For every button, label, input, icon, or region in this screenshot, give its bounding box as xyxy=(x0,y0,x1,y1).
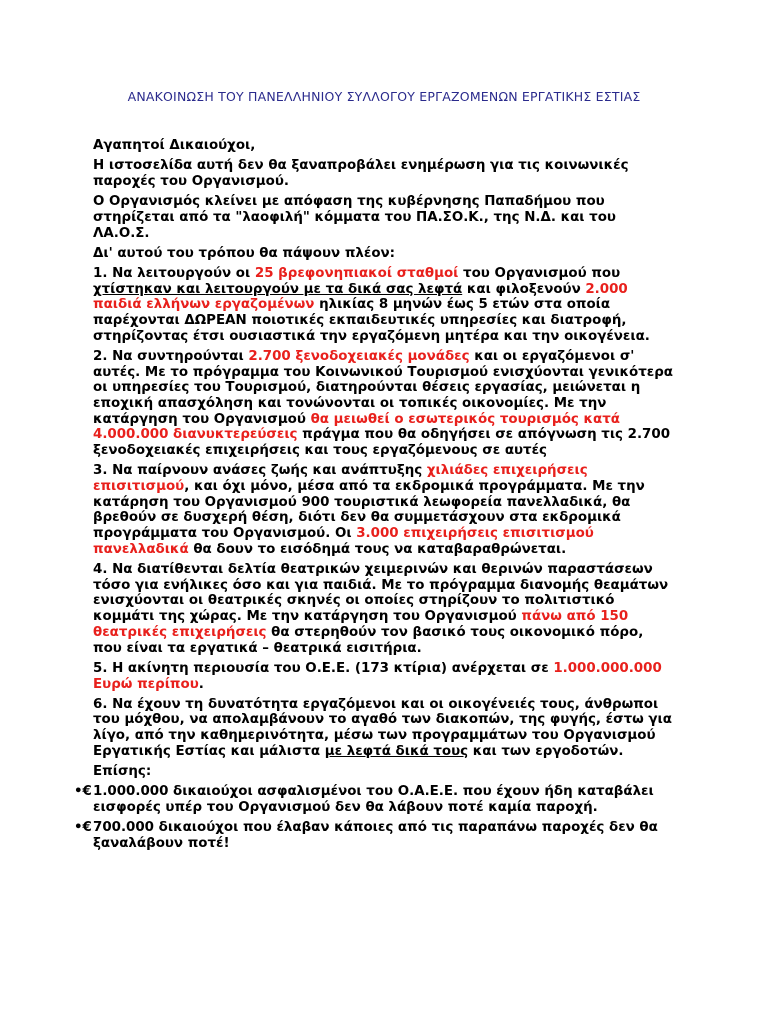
item-3 xyxy=(93,463,673,557)
item-4-text: 4. Να διατίθενται δελτία θεατρικών χειμερινών και θερινών παραστάσεων τόσο για ενήλικες όσο και για παιδιά. Με το πρόγραμμα διανομής θεαμάτων ενισχύονται οι θεατρικές σκηνές οι οποίες στηρίζουν το πολιτιστικό κομμάτι της χώρας. Με την κατάργηση του Οργανισμού xyxy=(93,562,669,625)
item-3-highlight-catering-businesses: 3.000 επιχειρήσεις επισιτισμού πανελλαδικά xyxy=(93,526,594,557)
item-1-text: ηλικίας 8 μηνών έως 5 ετών στα οποία παρέχονται ΔΩΡΕΑΝ ποιοτικές εκπαιδευτικές υπηρεσίες και διατροφή, στηρίζοντας έτσι ουσιαστικά την εργαζόμενη μητέρα και την οικογένεια. xyxy=(93,297,650,344)
bullet-text: 700.000 δικαιούχοι που έλαβαν κάποιες από τις παραπάνω παροχές δεν θα ξαναλάβουν ποτέ! xyxy=(93,820,658,851)
item-2-highlight-hotels: 2.700 ξενοδοχειακές μονάδες xyxy=(248,348,470,364)
greeting: Αγαπητοί Δικαιούχοι, xyxy=(93,138,256,153)
bullet-icon: •€ xyxy=(74,820,92,836)
item-1-text: 1. Να λειτουργούν οι xyxy=(93,265,255,281)
item-4-highlight-theaters: πάνω από 150 θεατρικές επιχειρήσεις xyxy=(93,609,629,640)
item-1-underlined: χτίστηκαν και λειτουργούν με τα δικά σας λεφτά xyxy=(93,281,463,297)
item-1-highlight-children: 2.000 παιδιά ελλήνων εργαζομένων xyxy=(93,281,628,313)
announcement-body xyxy=(74,138,674,856)
bullet-text: 1.000.000 δικαιούχοι ασφαλισμένοι του Ο.Α.Ε.Ε. που έχουν ήδη καταβάλει εισφορές υπέρ του Οργανισμού δεν θα λάβουν ποτέ καμία παροχή. xyxy=(93,784,654,815)
also-heading: Επίσης: xyxy=(93,764,152,780)
item-5-text: . xyxy=(198,676,204,692)
item-6 xyxy=(93,697,673,760)
page-title: ΑΝΑΚΟΙΝΩΣΗ ΤΟΥ ΠΑΝΕΛΛΗΝΙΟΥ ΣΥΛΛΟΓΟΥ ΕΡΓΑΖΟΜΕΝΩΝ ΕΡΓΑΤΙΚΗΣ ΕΣΤΙΑΣ xyxy=(127,89,641,104)
item-3-text: , και όχι μόνο, μέσα από τα εκδρομικά προγράμματα. Με την κατάρηση του Οργανισμού 900 τουριστικά λεωφορεία πανελλαδικά, θα βρεθούν σε δυσχερή θέση, διότι δεν θα συμμετάσχουν στα εκδρομικά προγράμματα του Οργανισμού. Οι xyxy=(93,479,645,542)
item-4 xyxy=(93,562,673,656)
item-1-text: του Οργανισμού που xyxy=(458,265,621,281)
lead-paragraph: Δι' αυτού του τρόπου θα πάψουν πλέον: xyxy=(93,245,396,261)
item-2-highlight-tourism: θα μειωθεί ο εσωτερικός τουρισμός κατά 4.000.000 διανυκτερεύσεις xyxy=(93,411,620,443)
item-2-text: 2. Να συντηρούνται xyxy=(93,348,249,364)
item-2 xyxy=(93,349,673,459)
closure-paragraph: Ο Οργανισμός κλείνει με απόφαση της κυβέρνησης Παπαδήμου που στηρίζεται από τα "λαοφιλή" κόμματα του ΠΑ.ΣΟ.Κ., της Ν.Δ. και του ΛΑ.Ο.Σ. xyxy=(93,194,616,241)
item-1 xyxy=(93,266,673,345)
item-1-text: και φιλοξενούν xyxy=(462,281,586,297)
item-6-text: 6. Να έχουν τη δυνατότητα εργαζόμενοι και οι οικογένειές τους, άνθρωποι του μόχθου, να απολαμβάνουν το αγαθό των διακοπών, της φυγής, έστω για λίγο, από την καθημερινότητα, μέσω των προγραμμάτων του Οργανισμού Εργατικής Εστίας και μάλιστα xyxy=(93,696,672,759)
item-3-highlight-catering: χιλιάδες επιχειρήσεις επισιτισμού xyxy=(93,463,588,495)
item-4-text: θα στερηθούν τον βασικό τους οικονομικό πόρο, που είναι τα εργατικά – θεατρικά εισιτήρια. xyxy=(93,624,644,656)
item-5 xyxy=(93,661,673,692)
bullet-item xyxy=(74,820,673,851)
item-6-text: και των εργοδοτών. xyxy=(468,743,624,759)
item-3-text: θα δουν το εισόδημά τους να καταβαραθρώνεται. xyxy=(188,541,567,557)
item-2-text: πράγμα που θα οδηγήσει σε απόγνωση τις 2.700 ξενοδοχειακές επιχειρήσεις και τους εργαζόμενους σε αυτές xyxy=(93,427,671,459)
bullet-item xyxy=(74,784,673,815)
item-1-highlight-nurseries: 25 βρεφονηπιακοί σταθμοί xyxy=(254,265,459,281)
intro-paragraph: Η ιστοσελίδα αυτή δεν θα ξαναπροβάλει ενημέρωση για τις κοινωνικές παροχές του Οργανισμού. xyxy=(93,158,629,189)
bullet-icon: •€ xyxy=(74,784,92,800)
item-2-text: και οι εργαζόμενοι σ' αυτές. Με το πρόγραμμα του Κοινωνικού Τουρισμού ενισχύονται γενικότερα οι υπηρεσίες του Τουρισμού, διατηρούνται θέσεις εργασίας, μειώνεται η εποχική απασχόληση και τονώνονται οι τοπικές οικονομίες. Με την κατάργηση του Οργανισμού xyxy=(93,348,674,427)
item-6-underlined: με λεφτά δικά τους xyxy=(324,743,469,759)
item-5-highlight-property: 1.000.000.000 Ευρώ περίπου xyxy=(93,660,662,692)
item-3-text: 3. Να παίρνουν ανάσες ζωής και ανάπτυξης xyxy=(93,463,427,479)
item-5-text: 5. Η ακίνητη περιουσία του Ο.Ε.Ε. (173 κτίρια) ανέρχεται σε xyxy=(93,660,554,676)
